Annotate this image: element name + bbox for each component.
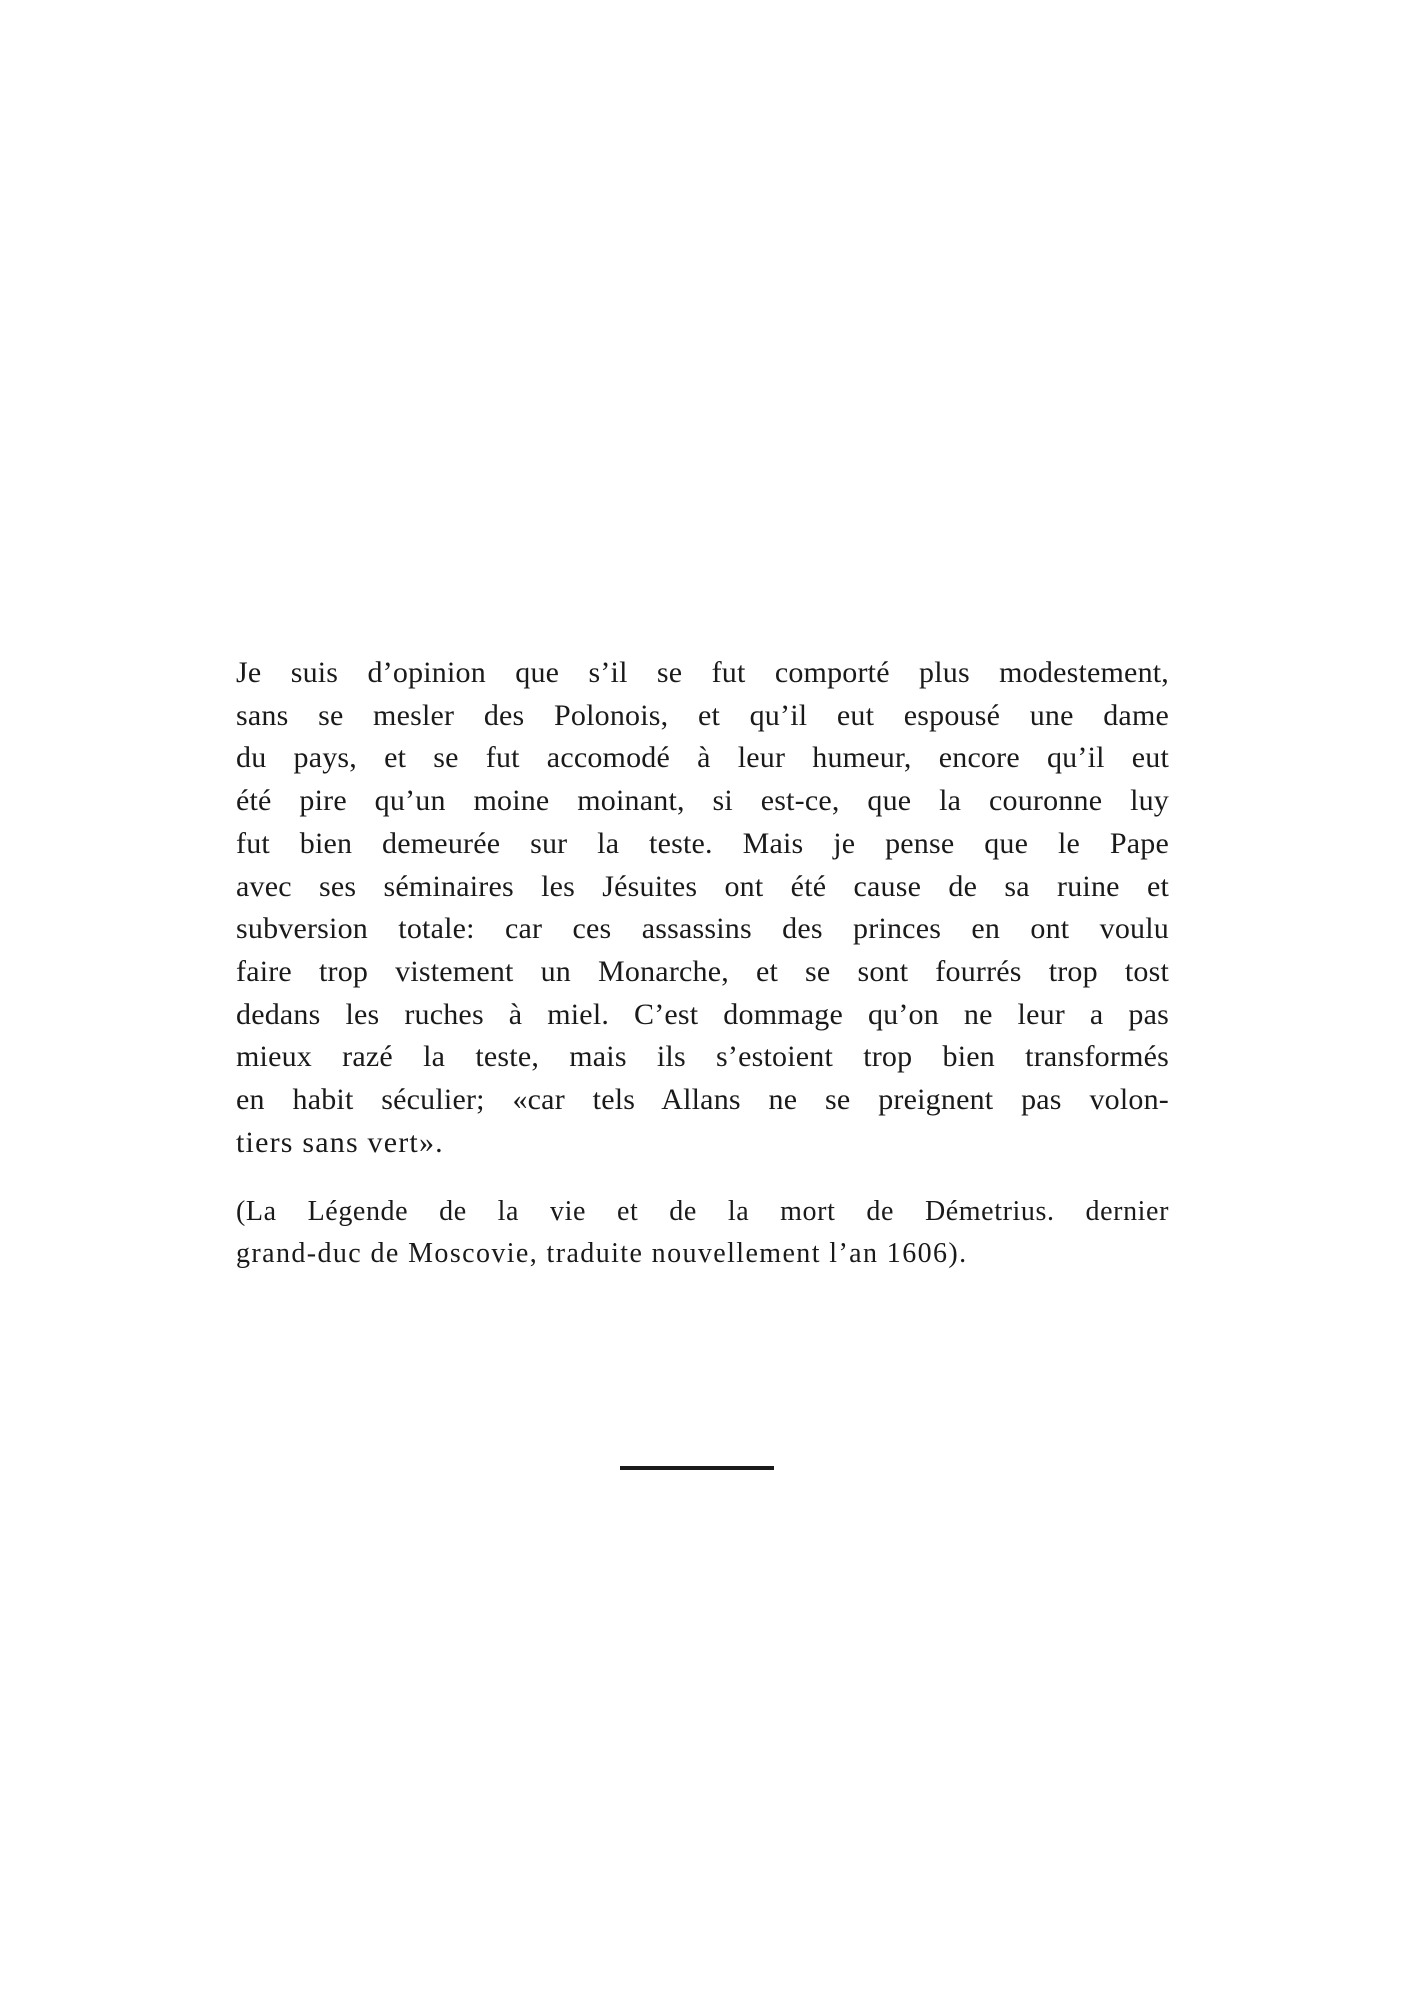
quoted-paragraph [236,652,1169,1164]
paragraph-line: subversion totale: car ces assassins des princes en ont voulu [236,912,1169,946]
paragraph-line: avec ses séminaires les Jésuites ont été cause de sa ruine et [236,869,1169,903]
paragraph-line: faire trop vistement un Monarche, et se sont fourrés trop tost [236,954,1169,988]
citation-line: (La Légende de la vie et de la mort de Démetrius. dernier [236,1196,1169,1227]
paragraph-line: en habit séculier; «car tels Allans ne se preignent pas volon- [236,1083,1169,1117]
paragraph-line: fut bien demeurée sur la teste. Mais je pense que le Pape [236,826,1169,860]
paragraph-line: été pire qu’un moine moinant, si est-ce, que la couronne luy [236,784,1169,818]
paragraph-line: mieux razé la teste, mais ils s’estoient trop bien transformés [236,1040,1169,1074]
paragraph-line: sans se mesler des Polonois, et qu’il eut espousé une dame [236,698,1169,732]
paragraph-line: du pays, et se fut accomodé à leur humeur, encore qu’il eut [236,741,1169,775]
section-divider [620,1466,774,1470]
source-citation [236,1191,1169,1275]
paragraph-line: Je suis d’opinion que s’il se fut comporté plus modestement, [236,656,1169,689]
paragraph-line: tiers sans vert». [236,1125,444,1159]
citation-line: grand-duc de Moscovie, traduite nouvellement l’an 1606). [236,1238,968,1269]
paragraph-line: dedans les ruches à miel. C’est dommage qu’on ne leur a pas [236,997,1169,1031]
